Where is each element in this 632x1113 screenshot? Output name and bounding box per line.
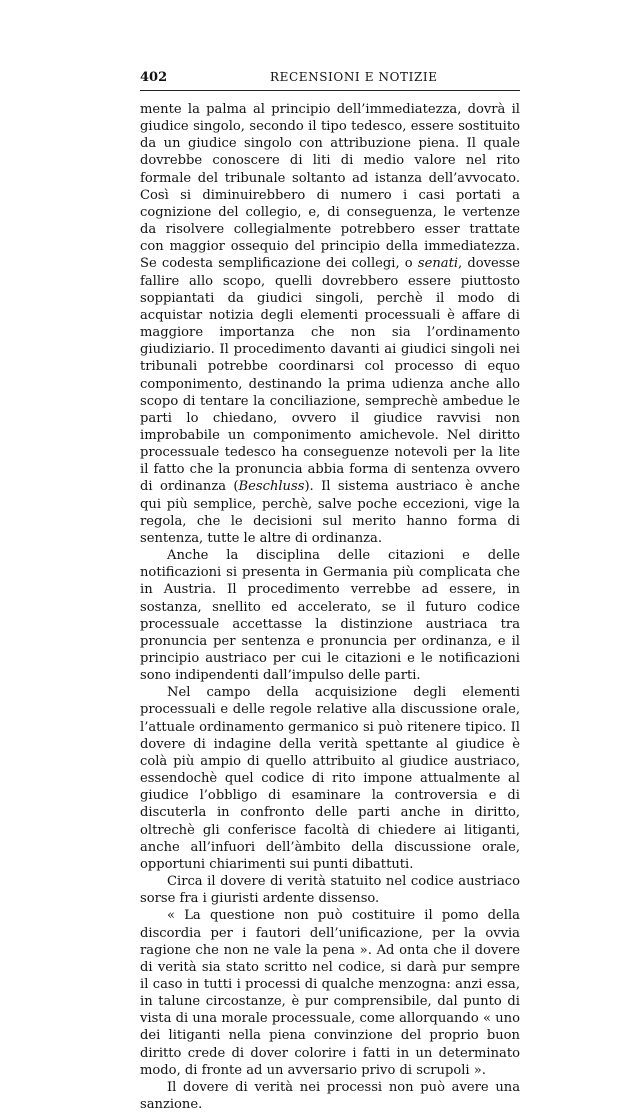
paragraph-3	[140, 684, 520, 873]
paragraph-6	[140, 1079, 520, 1113]
text-run: Nel campo della acquisizione degli elementi processuali e delle regole relative alla discussione orale, l’attuale ordinamento germanico si può ritenere tipico. Il dovere di indagine della verità spettante al giudice è colà più ampio di quello attribuito al giudice austriaco, essendochè quel codice di rito impone attualmente al giudice l’obbligo di esaminare la controversia e di discuterla in confronto delle parti anche in diritto, oltrechè gli conferisce facoltà di chiedere ai litiganti, anche all’infuori dell’àmbito della discussione orale, opportuni chiarimenti sui punti dibattuti.	[140, 685, 520, 872]
page-number: 402	[140, 70, 168, 85]
paragraph-4	[140, 873, 520, 907]
paragraph-2	[140, 547, 520, 684]
text-run: Anche la disciplina delle citazioni e delle notificazioni si presenta in Germania più complicata che in Austria. Il procedimento verrebbe ad essere, in sostanza, snellito ed accelerato, se il futuro codice processuale accettasse la distinzione austriaca tra pronuncia per sentenza e pronuncia per ordinanza, e il principio austriaco per cui le citazioni e le notificazioni sono indipendenti dall’impulso delle parti.	[140, 548, 520, 684]
paragraph-1	[140, 101, 520, 547]
text-run: mente la palma al principio dell’immediatezza, dovrà il giudice singolo, secondo il tipo tedesco, essere sostituito da un giudice singolo con attribuzione piena. Il quale dovrebbe conoscere di liti di medio valore nel rito formale del tribunale soltanto ad istanza dell’avvocato. Così si diminuirebbero di numero i casi portati a cognizione del collegio, e, di conseguenza, le vertenze da risolvere collegialmente potrebbero esser trattate con maggior ossequio del principio della immediatezza. Se codesta semplificazione dei collegi, o	[140, 102, 520, 272]
header-rule	[140, 90, 520, 91]
italic-term-senati: senati	[417, 256, 459, 272]
italic-term-beschluss: Beschluss	[238, 479, 305, 495]
text-run: ). Il sistema austriaco è anche qui più semplice, perchè, salve poche eccezioni, vige la regola, che le decisioni sul merito hanno forma di sentenza, tutte le altre di ordinanza.	[140, 479, 520, 546]
body-text	[140, 101, 520, 1113]
text-run: Circa il dovere di verità statuito nel codice austriaco sorse fra i giuristi ardente dissenso.	[140, 874, 520, 907]
paragraph-5	[140, 907, 520, 1079]
text-run: Il dovere di verità nei processi non può avere una sanzione.	[140, 1079, 520, 1113]
running-title: RECENSIONI E NOTIZIE	[270, 70, 438, 84]
text-run: « La questione non può costituire il pomo della discordia per i fautori dell’unificazione, per la ovvia ragione che non ne vale la pena ». Ad onta che il dovere di verità sia stato scritto nel codice, si darà pur sempre il caso in tutti i processi di qualche menzogna: anzi essa, in talune circostanze, è pur comprensibile, dal punto di vista di una morale processuale, come allorquando « uno dei litiganti nella piena convinzione del proprio buon diritto crede di dover colorire i fatti in un determinato modo, di fronte ad un avversario privo di scrupoli ».	[140, 908, 520, 1078]
page-header	[140, 70, 520, 90]
text-run: , dovesse fallire allo scopo, quelli dovrebbero essere piuttosto soppiantati da giudici singoli, perchè il modo di acquistar notizia degli elementi processuali è affare di maggiore importanza che non sia l’ordinamento giudiziario. Il procedimento davanti ai giudici singoli nei tribunali potrebbe coordinarsi col processo di equo componimento, destinando la prima udienza anche allo scopo di tentare la conciliazione, semprechè ambedue le parti lo chiedano, ovvero il giudice ravvisi non improbabile un componimento amichevole. Nel diritto processuale tedesco ha conseguenze notevoli per la lite il fatto che la pronuncia abbia forma di sentenza ovvero di ordinanza (	[140, 256, 520, 495]
